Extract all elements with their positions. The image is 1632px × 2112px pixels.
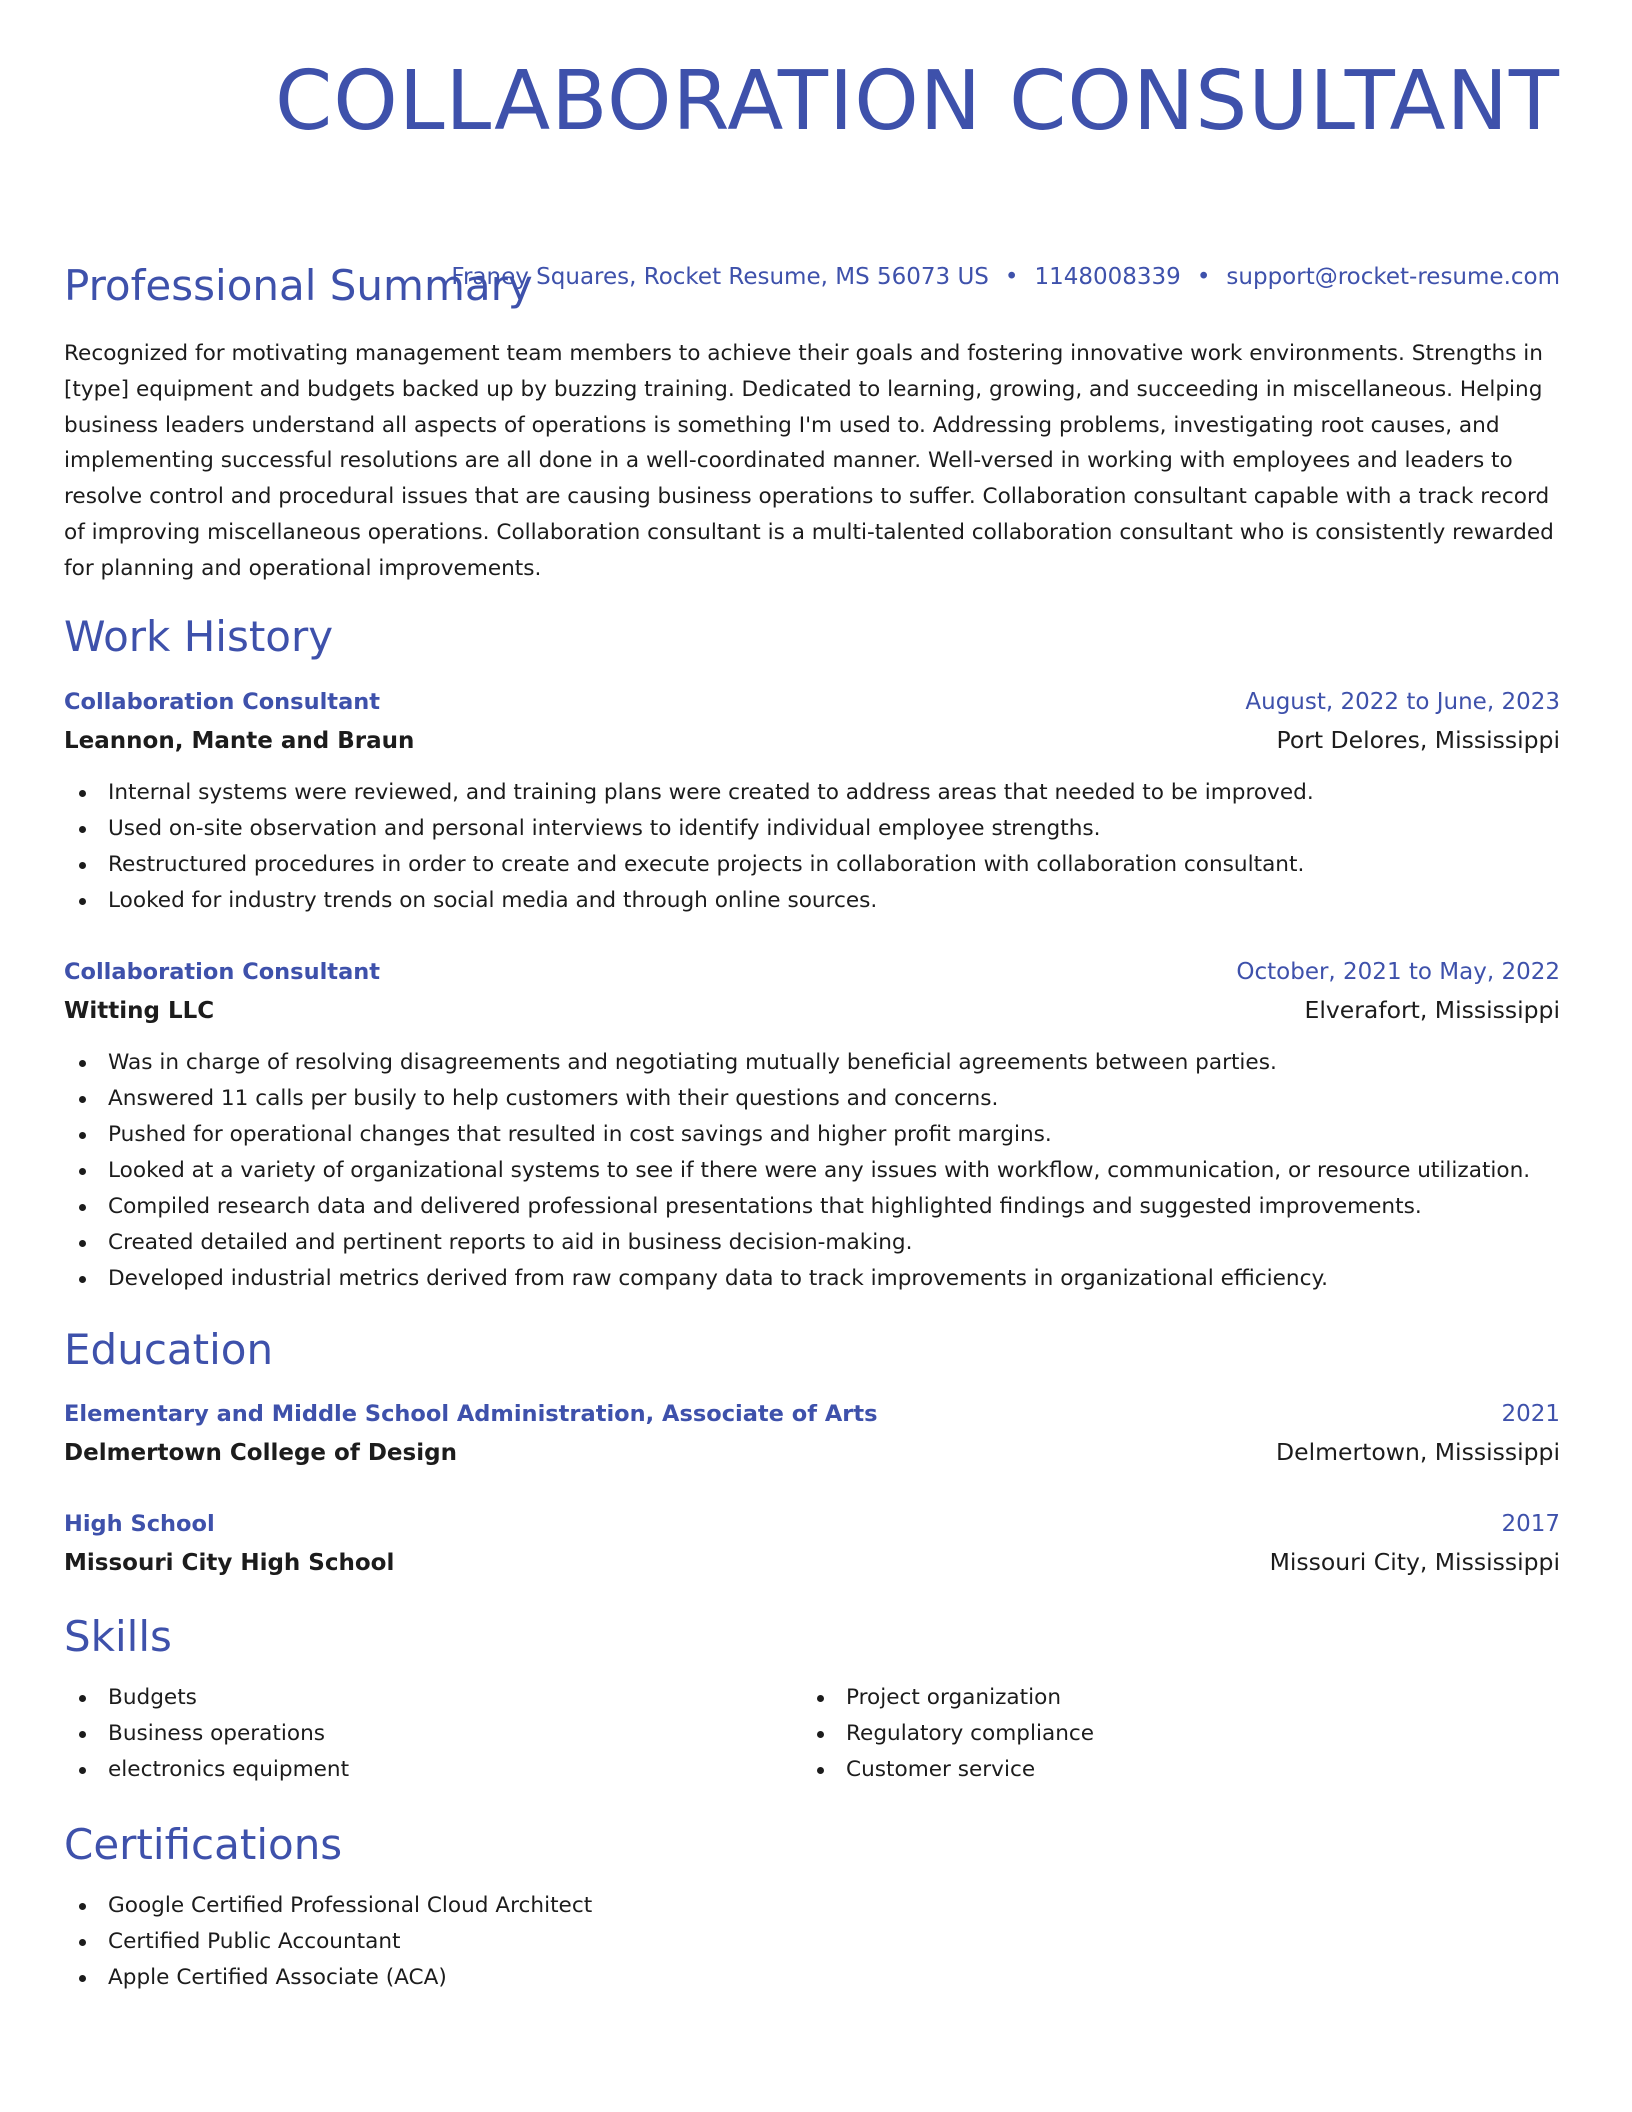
- job-title: Collaboration Consultant: [64, 959, 381, 985]
- skill-item: Regulatory compliance: [802, 1716, 1522, 1752]
- certifications-list: [64, 1888, 1560, 1996]
- job-location: Port Delores, Mississippi: [1276, 726, 1560, 754]
- contact-separator: •: [1196, 264, 1211, 290]
- certification-item: Certified Public Accountant: [64, 1924, 1560, 1960]
- skill-item: Project organization: [802, 1680, 1522, 1716]
- job-dates: August, 2022 to June, 2023: [1245, 689, 1560, 715]
- contact-line: [451, 262, 1560, 292]
- contact-phone[interactable]: 1148008339: [1034, 264, 1181, 290]
- job-entry: [64, 684, 1560, 919]
- resume-page: [64, 0, 1560, 1990]
- contact-email[interactable]: support@rocket-resume.com: [1226, 264, 1560, 290]
- job-bullets: [64, 775, 1560, 919]
- certifications-heading: Certifications: [64, 1820, 343, 1869]
- job-bullet: Created detailed and pertinent reports to aid in business decision-making.: [64, 1225, 1560, 1261]
- education-heading: Education: [64, 1325, 274, 1374]
- school-name: Missouri City High School: [64, 1550, 395, 1576]
- summary-heading: Professional Summary: [64, 261, 533, 310]
- job-bullet: Internal systems were reviewed, and training plans were created to address areas that needed to be improved.: [64, 775, 1560, 811]
- resume-name: COLLABORATION CONSULTANT: [275, 54, 1560, 149]
- job-bullet: Looked at a variety of organizational systems to see if there were any issues with workflow, communication, or resource utilization.: [64, 1153, 1560, 1189]
- job-company: Witting LLC: [64, 998, 215, 1024]
- contact-separator: •: [1004, 264, 1019, 290]
- job-bullet: Developed industrial metrics derived from raw company data to track improvements in organizational efficiency.: [64, 1261, 1560, 1297]
- degree-title: High School: [64, 1511, 215, 1537]
- job-entry: [64, 954, 1560, 1297]
- skills-heading: Skills: [64, 1612, 172, 1661]
- school-name: Delmertown College of Design: [64, 1440, 457, 1466]
- skill-item: Customer service: [802, 1752, 1522, 1788]
- job-location: Elverafort, Mississippi: [1304, 996, 1560, 1024]
- certification-item: Apple Certified Associate (ACA): [64, 1960, 1560, 1996]
- summary-text: Recognized for motivating management team members to achieve their goals and fostering innovative work environments. Strengths in [type] equipment and budgets backed up by buzzing training. Dedicated to learning, growing, and succeeding in miscellaneous. Helping business leaders understand all aspects of operations is something I'm used to. Addressing problems, investigating root causes, and implementing successful resolutions are all done in a well-coordinated manner. Well-versed in working with employees and leaders to resolve control and procedural issues that are causing business operations to suffer. Collaboration consultant capable with a track record of improving miscellaneous operations. Collaboration consultant is a multi-talented collaboration consultant who is consistently rewarded for planning and operational improvements.: [64, 341, 1554, 581]
- certification-item: Google Certified Professional Cloud Architect: [64, 1888, 1560, 1924]
- work-history-heading: Work History: [64, 612, 334, 661]
- skill-item: Budgets: [64, 1680, 784, 1716]
- job-bullet: Used on-site observation and personal interviews to identify individual employee strengths.: [64, 811, 1560, 847]
- skills-list-left: [64, 1680, 784, 1788]
- job-bullet: Was in charge of resolving disagreements and negotiating mutually beneficial agreements between parties.: [64, 1045, 1560, 1081]
- school-location: Delmertown, Mississippi: [1276, 1438, 1560, 1466]
- skill-item: electronics equipment: [64, 1752, 784, 1788]
- skill-item: Business operations: [64, 1716, 784, 1752]
- degree-title: Elementary and Middle School Administration, Associate of Arts: [64, 1401, 878, 1427]
- degree-year: 2021: [1501, 1401, 1560, 1427]
- job-bullet: Looked for industry trends on social media and through online sources.: [64, 883, 1560, 919]
- skills-list-right: [802, 1680, 1522, 1788]
- job-bullet: Answered 11 calls per busily to help customers with their questions and concerns.: [64, 1081, 1560, 1117]
- school-location: Missouri City, Mississippi: [1269, 1548, 1560, 1576]
- job-dates: October, 2021 to May, 2022: [1236, 959, 1560, 985]
- job-bullets: [64, 1045, 1560, 1297]
- education-entry: [64, 1396, 1560, 1473]
- education-entry: [64, 1506, 1560, 1583]
- job-title: Collaboration Consultant: [64, 689, 381, 715]
- job-bullet: Pushed for operational changes that resulted in cost savings and higher profit margins.: [64, 1117, 1560, 1153]
- job-bullet: Restructured procedures in order to create and execute projects in collaboration with collaboration consultant.: [64, 847, 1560, 883]
- job-company: Leannon, Mante and Braun: [64, 728, 415, 754]
- job-bullet: Compiled research data and delivered professional presentations that highlighted findings and suggested improvements.: [64, 1189, 1560, 1225]
- contact-address: Franey Squares, Rocket Resume, MS 56073 US: [451, 264, 989, 290]
- degree-year: 2017: [1501, 1511, 1560, 1537]
